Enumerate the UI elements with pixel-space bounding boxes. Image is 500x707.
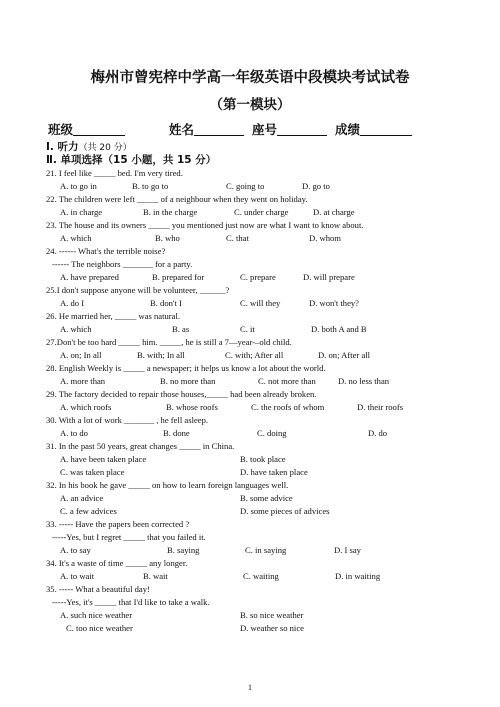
- question-stem: 29. The factory decided to repair those houses,_____ had been already broken.: [46, 389, 317, 399]
- question-stem: 26. He married her, _____ was natural.: [46, 311, 181, 321]
- answer-option: D. go to: [302, 181, 330, 191]
- answer-option: C. prepare: [240, 272, 276, 282]
- answer-option: C. with; After all: [225, 350, 284, 360]
- name-field: [169, 120, 244, 138]
- answer-option: B. who: [155, 233, 180, 243]
- answer-option: D. at charge: [313, 207, 355, 217]
- score-field: [335, 120, 412, 138]
- answer-option: A. do I: [60, 298, 85, 308]
- question-stem-dialogue: -----Yes, but I regret _____ that you failed it.: [52, 532, 206, 542]
- seat-blank[interactable]: [277, 123, 327, 136]
- answer-option: A. such nice weather: [60, 610, 133, 620]
- question-stem: 22. The children were left _____ of a neighbour when they went on holiday.: [46, 194, 308, 204]
- answer-option: C. will they: [240, 298, 281, 308]
- question-stem: 35. ----- What a beautiful day!: [46, 584, 150, 594]
- answer-option: B. no more than: [160, 376, 216, 386]
- answer-option: B. as: [172, 324, 190, 334]
- answer-option: B. some advice: [240, 493, 293, 503]
- class-blank[interactable]: [73, 123, 125, 136]
- question-stem: 30. With a lot of work _______ , he fell asleep.: [46, 415, 209, 425]
- exam-title: 梅州市曾宪梓中学高一年级英语中段模块考试试卷: [90, 70, 410, 86]
- answer-option: C. that: [226, 233, 249, 243]
- answer-option: D. I say: [334, 545, 361, 555]
- answer-option: B. wait: [143, 571, 168, 581]
- answer-option: A. an advice: [60, 493, 104, 503]
- answer-option: C. it: [240, 324, 255, 334]
- answer-option: D. do: [368, 428, 388, 438]
- question-stem-dialogue: -----Yes, it's _____ that I'd like to take a walk.: [52, 597, 210, 607]
- answer-option: B. don't I: [150, 298, 182, 308]
- answer-option: A. to do: [60, 428, 88, 438]
- question-stem: 33. ----- Have the papers been corrected ?: [46, 519, 190, 529]
- answer-option: B. prepared for: [152, 272, 205, 282]
- answer-option: C. going to: [226, 181, 265, 191]
- score-label: 成绩: [335, 122, 361, 137]
- answer-option: C. was taken place: [60, 467, 125, 477]
- answer-option: D. their roofs: [357, 402, 404, 412]
- answer-option: B. to go to: [132, 181, 169, 191]
- section-heading-listening: Ⅰ. 听力（共 20 分）: [46, 141, 132, 153]
- answer-option: A. which: [60, 324, 92, 334]
- answer-option: A. more than: [60, 376, 106, 386]
- answer-option: B. whose roofs: [166, 402, 218, 412]
- section-heading-choice: Ⅱ. 单项选择（15 小题，共 15 分）: [46, 154, 217, 166]
- answer-option: A. to go in: [60, 181, 97, 191]
- answer-option: C. the roofs of whom: [251, 402, 325, 412]
- question-stem: 23. The house and its owners _____ you mentioned just now are what I want to know about.: [46, 220, 364, 230]
- question-stem: 32. In his book he gave _____ on how to learn foreign languages well.: [46, 480, 289, 490]
- name-blank[interactable]: [194, 123, 244, 136]
- answer-option: D. will prepare: [303, 272, 355, 282]
- exam-subtitle: （第一模块）: [209, 97, 291, 113]
- score-blank[interactable]: [360, 123, 412, 136]
- answer-option: B. done: [163, 428, 190, 438]
- answer-option: C. a few advices: [60, 506, 117, 516]
- answer-option: C. not more than: [258, 376, 316, 386]
- answer-option: C. under charge: [234, 207, 289, 217]
- seat-field: [252, 120, 327, 138]
- answer-option: A. to say: [60, 545, 91, 555]
- answer-option: C. waiting: [243, 571, 279, 581]
- page-number: 1: [248, 683, 252, 692]
- question-stem: 21. I feel like _____ bed. I'm very tired.: [46, 168, 183, 178]
- answer-option: B. so nice weather: [240, 610, 304, 620]
- answer-option: A. on; In all: [60, 350, 102, 360]
- answer-option: B. in the charge: [143, 207, 198, 217]
- answer-option: D. on; After all: [318, 350, 371, 360]
- question-stem-dialogue: ------ The neighbors _______ for a party.: [52, 259, 193, 269]
- question-stem: 34. It's a waste of time _____ any longer.: [46, 558, 188, 568]
- answer-option: D. no less than: [338, 376, 390, 386]
- answer-option: A. which: [60, 233, 92, 243]
- answer-option: D. whom: [309, 233, 341, 243]
- answer-option: D. in waiting: [335, 571, 381, 581]
- class-label: 班级: [48, 122, 74, 137]
- answer-option: C. in saying: [245, 545, 287, 555]
- question-stem: 24. ------ What's the terrible noise?: [46, 246, 166, 256]
- answer-option: B. with; In all: [137, 350, 185, 360]
- answer-option: C. too nice weather: [66, 623, 133, 633]
- answer-option: B. took place: [240, 454, 286, 464]
- answer-option: A. to wait: [60, 571, 95, 581]
- answer-option: D. won't they?: [309, 298, 359, 308]
- name-label: 姓名: [169, 122, 195, 137]
- answer-option: C. doing: [257, 428, 287, 438]
- answer-option: D. weather so nice: [240, 623, 304, 633]
- answer-option: A. have been taken place: [60, 454, 147, 464]
- question-stem: 31. In the past 50 years, great changes _____ in China.: [46, 441, 235, 451]
- question-stem: 28. English Weekly is _____ a newspaper; it helps us know a lot about the world.: [46, 363, 326, 373]
- answer-option: D. some pieces of advices: [240, 506, 330, 516]
- answer-option: D. have taken place: [240, 467, 308, 477]
- answer-option: B. saying: [167, 545, 200, 555]
- answer-option: A. in charge: [60, 207, 103, 217]
- class-field: [48, 120, 125, 138]
- answer-option: A. which roofs: [60, 402, 112, 412]
- seat-label: 座号: [252, 122, 278, 137]
- answer-option: A. have prepared: [60, 272, 119, 282]
- question-stem: 27.Don't be too hard _____ him. _____, he is still a 7—year-–old child.: [46, 337, 292, 347]
- answer-option: D. both A and B: [311, 324, 367, 334]
- question-stem: 25.I don't suppose anyone will be volunteer, ______?: [46, 285, 230, 295]
